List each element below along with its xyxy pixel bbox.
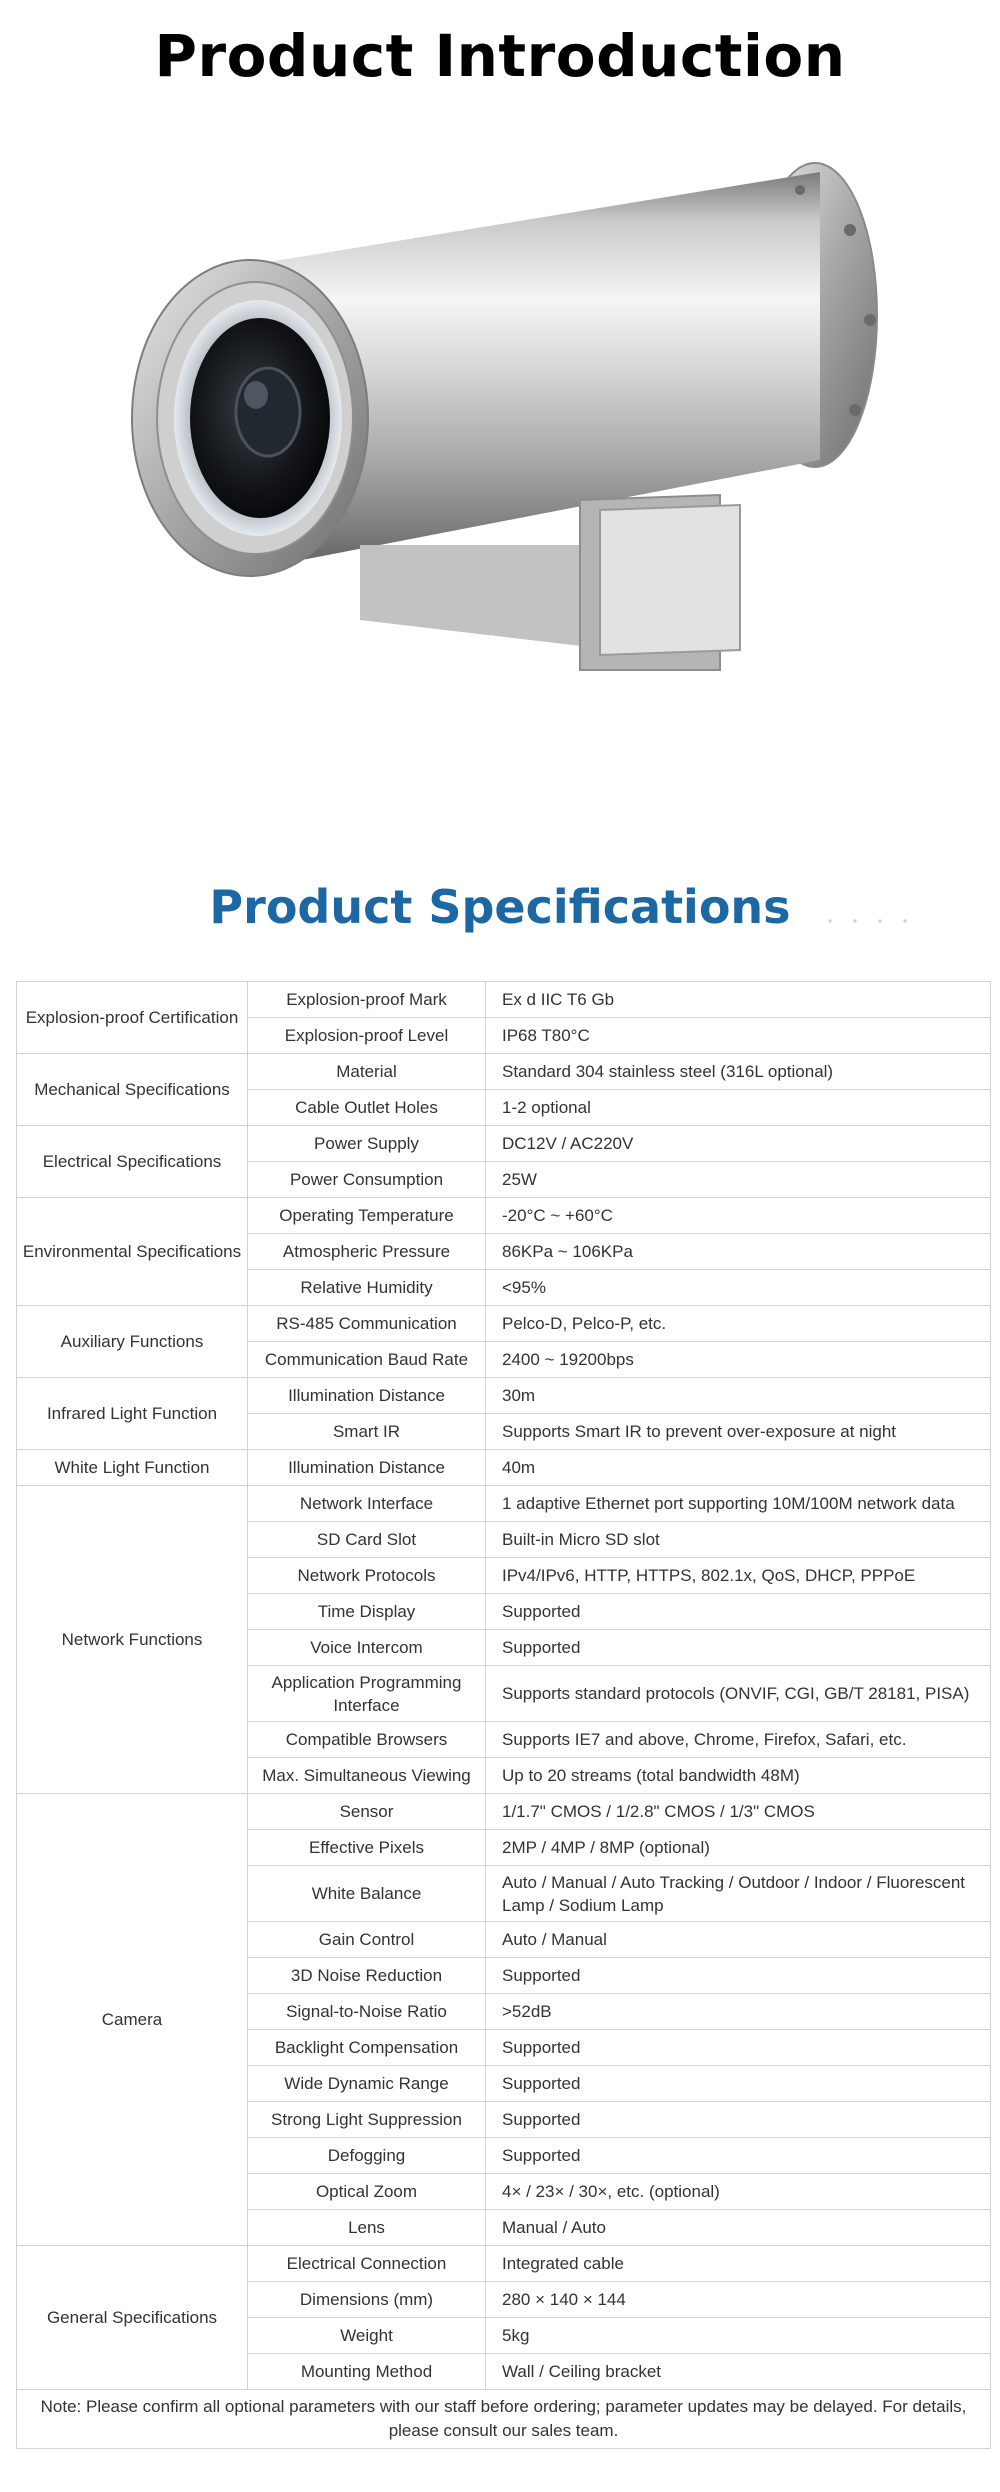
spec-row-power-supply — [17, 1126, 991, 1162]
spec-param: Compatible Browsers — [248, 1722, 486, 1758]
spec-value: 25W — [486, 1162, 991, 1198]
spec-category-white-light-function: White Light Function — [17, 1450, 248, 1486]
spec-param: Cable Outlet Holes — [248, 1090, 486, 1126]
spec-param: Atmospheric Pressure — [248, 1234, 486, 1270]
spec-category-explosion-proof-certification: Explosion-proof Certification — [17, 982, 248, 1054]
spec-value: Supports standard protocols (ONVIF, CGI, GB/T 28181, PISA) — [486, 1666, 991, 1722]
spec-table — [16, 981, 991, 2449]
spec-value: IPv4/IPv6, HTTP, HTTPS, 802.1x, QoS, DHCP, PPPoE — [486, 1558, 991, 1594]
spec-value: 40m — [486, 1450, 991, 1486]
spec-value: DC12V / AC220V — [486, 1126, 991, 1162]
spec-value: -20°C ~ +60°C — [486, 1198, 991, 1234]
spec-value: 4× / 23× / 30×, etc. (optional) — [486, 2174, 991, 2210]
spec-category-electrical-specifications: Electrical Specifications — [17, 1126, 248, 1198]
spec-value: Supported — [486, 2138, 991, 2174]
order-note: Note: Please confirm all optional parameters with our staff before ordering; parameter updates may be delayed. For details, please consult our sales team. — [17, 2390, 991, 2449]
spec-param: Lens — [248, 2210, 486, 2246]
spec-value: IP68 T80°C — [486, 1018, 991, 1054]
spec-row-electrical-connection — [17, 2246, 991, 2282]
spec-param: RS-485 Communication — [248, 1306, 486, 1342]
spec-value: 1/1.7" CMOS / 1/2.8" CMOS / 1/3" CMOS — [486, 1794, 991, 1830]
spec-value: Integrated cable — [486, 2246, 991, 2282]
spec-param: 3D Noise Reduction — [248, 1958, 486, 1994]
spec-param: Sensor — [248, 1794, 486, 1830]
spec-row-rs-485-communication — [17, 1306, 991, 1342]
spec-param: Time Display — [248, 1594, 486, 1630]
spec-param: Effective Pixels — [248, 1830, 486, 1866]
spec-row-illumination-distance — [17, 1450, 991, 1486]
spec-value: <95% — [486, 1270, 991, 1306]
spec-param: Illumination Distance — [248, 1450, 486, 1486]
spec-param: Smart IR — [248, 1414, 486, 1450]
spec-param: Operating Temperature — [248, 1198, 486, 1234]
spec-param: Relative Humidity — [248, 1270, 486, 1306]
spec-value: 1 adaptive Ethernet port supporting 10M/100M network data — [486, 1486, 991, 1522]
spec-row-sensor — [17, 1794, 991, 1830]
specs-title: Product Specifications — [209, 880, 791, 934]
spec-param: Network Protocols — [248, 1558, 486, 1594]
spec-param: SD Card Slot — [248, 1522, 486, 1558]
spec-row-explosion-proof-mark — [17, 982, 991, 1018]
spec-value: >52dB — [486, 1994, 991, 2030]
spec-param: Optical Zoom — [248, 2174, 486, 2210]
spec-value: 1-2 optional — [486, 1090, 991, 1126]
spec-category-infrared-light-function: Infrared Light Function — [17, 1378, 248, 1450]
decorative-dots — [825, 918, 925, 924]
spec-param: Wide Dynamic Range — [248, 2066, 486, 2102]
spec-table-body — [17, 982, 991, 2449]
spec-category-auxiliary-functions: Auxiliary Functions — [17, 1306, 248, 1378]
spec-value: 30m — [486, 1378, 991, 1414]
spec-value: Ex d IIC T6 Gb — [486, 982, 991, 1018]
spec-row-network-interface — [17, 1486, 991, 1522]
spec-param: Defogging — [248, 2138, 486, 2174]
spec-value: Pelco-D, Pelco-P, etc. — [486, 1306, 991, 1342]
spec-value: Supports IE7 and above, Chrome, Firefox, Safari, etc. — [486, 1722, 991, 1758]
spec-value: 5kg — [486, 2318, 991, 2354]
spec-value: Up to 20 streams (total bandwidth 48M) — [486, 1758, 991, 1794]
spec-param: Weight — [248, 2318, 486, 2354]
spec-category-environmental-specifications: Environmental Specifications — [17, 1198, 248, 1306]
spec-param: Mounting Method — [248, 2354, 486, 2390]
spec-value: 2400 ~ 19200bps — [486, 1342, 991, 1378]
spec-param: Power Supply — [248, 1126, 486, 1162]
spec-value: Manual / Auto — [486, 2210, 991, 2246]
spec-value: Built-in Micro SD slot — [486, 1522, 991, 1558]
spec-category-mechanical-specifications: Mechanical Specifications — [17, 1054, 248, 1126]
spec-value: Supported — [486, 2030, 991, 2066]
spec-param: Strong Light Suppression — [248, 2102, 486, 2138]
spec-row-operating-temperature — [17, 1198, 991, 1234]
spec-value: Supports Smart IR to prevent over-exposure at night — [486, 1414, 991, 1450]
spec-value: Supported — [486, 1958, 991, 1994]
spec-param: Gain Control — [248, 1922, 486, 1958]
spec-value: Standard 304 stainless steel (316L optional) — [486, 1054, 991, 1090]
spec-param: Material — [248, 1054, 486, 1090]
spec-value: Supported — [486, 2066, 991, 2102]
spec-param: Electrical Connection — [248, 2246, 486, 2282]
note-row — [17, 2390, 991, 2449]
spec-row-material — [17, 1054, 991, 1090]
spec-value: Supported — [486, 1630, 991, 1666]
spec-param: Signal-to-Noise Ratio — [248, 1994, 486, 2030]
spec-param: Dimensions (mm) — [248, 2282, 486, 2318]
spec-category-network-functions: Network Functions — [17, 1486, 248, 1794]
spec-value: 280 × 140 × 144 — [486, 2282, 991, 2318]
spec-value: Auto / Manual / Auto Tracking / Outdoor / Indoor / Fluorescent Lamp / Sodium Lamp — [486, 1866, 991, 1922]
spec-value: 2MP / 4MP / 8MP (optional) — [486, 1830, 991, 1866]
spec-value: Supported — [486, 2102, 991, 2138]
spec-category-general-specifications: General Specifications — [17, 2246, 248, 2390]
spec-param: Voice Intercom — [248, 1630, 486, 1666]
spec-param: White Balance — [248, 1866, 486, 1922]
spec-param: Explosion-proof Mark — [248, 982, 486, 1018]
spec-value: Wall / Ceiling bracket — [486, 2354, 991, 2390]
spec-param: Power Consumption — [248, 1162, 486, 1198]
spec-category-camera: Camera — [17, 1794, 248, 2246]
spec-param: Explosion-proof Level — [248, 1018, 486, 1054]
spec-row-illumination-distance — [17, 1378, 991, 1414]
spec-param: Backlight Compensation — [248, 2030, 486, 2066]
spec-param: Illumination Distance — [248, 1378, 486, 1414]
spec-param: Communication Baud Rate — [248, 1342, 486, 1378]
page-title: Product Introduction — [154, 22, 846, 90]
product-photo — [60, 150, 960, 790]
spec-param: Application Programming Interface — [248, 1666, 486, 1722]
spec-param: Network Interface — [248, 1486, 486, 1522]
spec-value: 86KPa ~ 106KPa — [486, 1234, 991, 1270]
spec-param: Max. Simultaneous Viewing — [248, 1758, 486, 1794]
spec-value: Auto / Manual — [486, 1922, 991, 1958]
spec-value: Supported — [486, 1594, 991, 1630]
